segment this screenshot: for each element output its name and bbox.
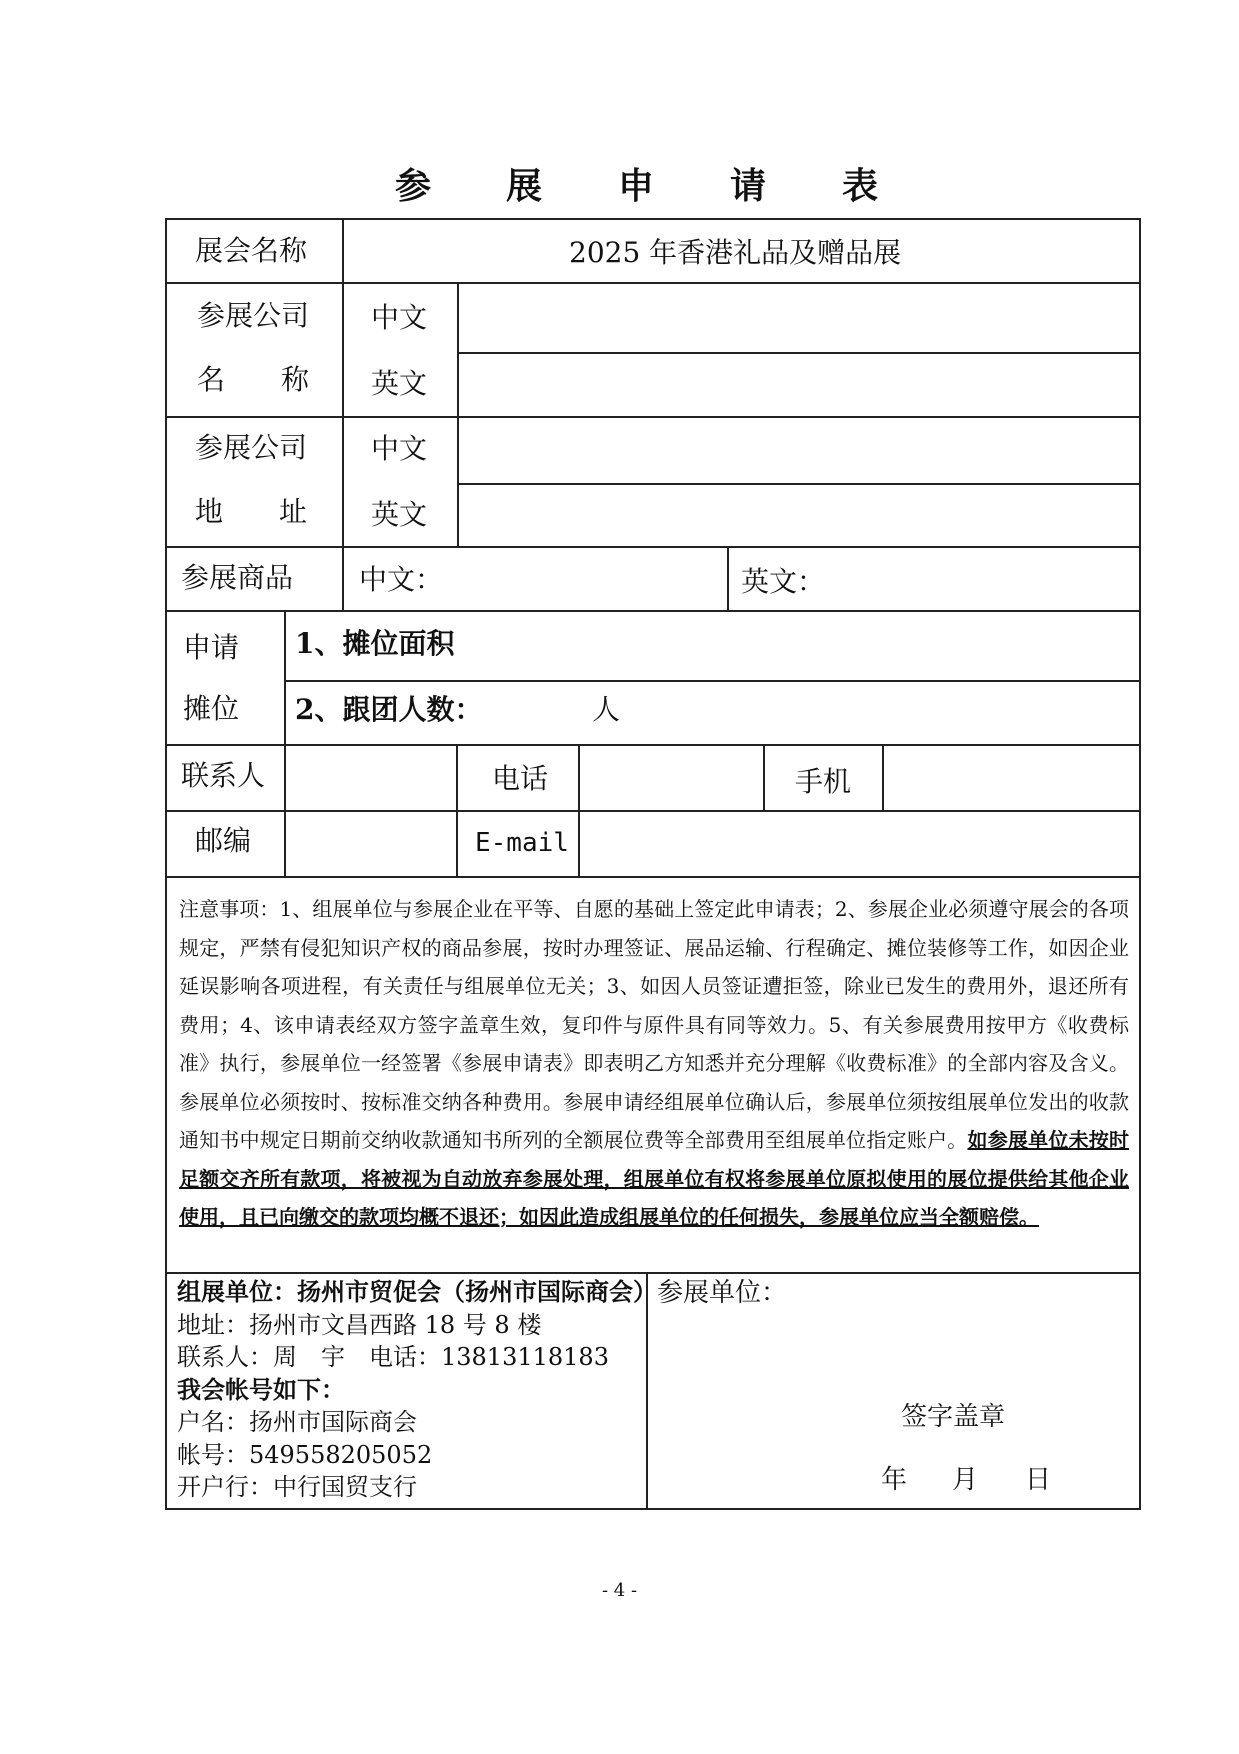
exhibition-label: 展会名称 [195, 234, 308, 267]
email-label: E-mail [475, 828, 569, 858]
products-cn-label: 中文： [359, 563, 444, 596]
phone-label: 电话 [492, 762, 549, 795]
postcode-field[interactable] [286, 812, 456, 876]
title-char: 参 [395, 165, 432, 207]
notes-emphasis: 如参展单位未按时足额交齐所有款项，将被视为自动放弃参展处理，组展单位有权将参展单位原拟使用的展位提供给其他企业使用，且已向缴交的款项均概不退还；如因此造成组展单位的任何损失，参展单位应当全额赔偿。 [179, 1128, 1130, 1229]
company-address-en-field[interactable] [459, 485, 1139, 546]
company-name-cn-label: 中文 [371, 301, 428, 334]
company-name-label: 参展公司 [197, 299, 310, 332]
title-char: 申 [618, 165, 655, 207]
company-address-label-2: 地 址 [195, 495, 308, 528]
mobile-field[interactable] [884, 746, 1139, 810]
organizer-name: 组展单位：扬州市贸促会（扬州市国际商会） [177, 1277, 657, 1306]
company-address-cn-label: 中文 [371, 432, 428, 465]
company-name-label-2: 名 称 [197, 363, 310, 396]
company-name-cn-field[interactable] [459, 284, 1139, 352]
account-heading: 我会帐号如下： [177, 1374, 345, 1404]
booth-label: 申请 [183, 631, 240, 664]
company-name-en-field[interactable] [459, 354, 1139, 416]
title-char: 展 [506, 165, 543, 207]
postcode-label: 邮编 [195, 824, 252, 857]
mobile-label: 手机 [795, 765, 852, 798]
date-day: 日 [1025, 1465, 1052, 1495]
date-month: 月 [952, 1465, 979, 1495]
exhibitor-label: 参展单位： [657, 1278, 788, 1308]
phone-field[interactable] [580, 746, 763, 810]
form-title [0, 158, 1239, 208]
company-address-cn-field[interactable] [459, 418, 1139, 483]
booth-area-label: 1、摊位面积 [295, 627, 455, 660]
group-size-label: 2、跟团人数： [295, 693, 483, 726]
signature-label: 签字盖章 [901, 1402, 1006, 1432]
organizer-contact: 联系人：周 宇 电话：13813118183 [177, 1343, 609, 1371]
booth-label-2: 摊位 [183, 692, 240, 725]
account-bank: 开户行：中行国贸支行 [177, 1473, 417, 1501]
title-char: 表 [842, 165, 879, 207]
page-number: - 4 - [601, 1580, 638, 1601]
products-label: 参展商品 [181, 561, 294, 594]
account-number: 帐号：549558205052 [177, 1440, 433, 1469]
contact-field[interactable] [286, 746, 456, 810]
organizer-address: 地址：扬州市文昌西路 18 号 8 楼 [177, 1310, 542, 1339]
account-name: 户名：扬州市国际商会 [177, 1408, 417, 1436]
products-en-label: 英文： [741, 565, 826, 598]
company-address-label: 参展公司 [195, 431, 308, 464]
date-year: 年 [881, 1465, 908, 1495]
organizer-info [177, 1276, 657, 1504]
exhibition-value: 2025 年香港礼品及赠品展 [569, 236, 902, 269]
email-field[interactable] [580, 812, 1139, 876]
notes-text [179, 890, 1129, 1237]
application-form [165, 218, 1141, 1510]
contact-label: 联系人 [181, 759, 266, 792]
exhibitor-signature-area[interactable] [648, 1274, 1139, 1508]
company-address-en-label: 英文 [371, 498, 428, 531]
title-char: 请 [730, 165, 767, 207]
group-size-unit: 人 [592, 693, 621, 726]
notes-normal: 注意事项：1、组展单位与参展企业在平等、自愿的基础上签定此申请表；2、参展企业必须遵守展会的各项规定，严禁有侵犯知识产权的商品参展，按时办理签证、展品运输、行程确定、摊位装修等工作，如因企业延误影响各项进程，有关责任与组展单位无关；3、如因人员签证遭拒签，除业已发生的费用外，退还所有费用；4、该申请表经双方签字盖章生效，复印件与原件具有同等效力。5、有关参展费用按甲方《收费标准》执行，参展单位一经签署《参展申请表》即表明乙方知悉并充分理解《收费标准》的全部内容及含义。参展单位必须按时、按标准交纳各种费用。参展申请经组展单位确认后，参展单位须按组展单位发出的收款通知书中规定日期前交纳收款通知书所列的全额展位费等全部费用至组展单位指定账户。 [179, 897, 1129, 1152]
company-name-en-label: 英文 [371, 367, 428, 400]
